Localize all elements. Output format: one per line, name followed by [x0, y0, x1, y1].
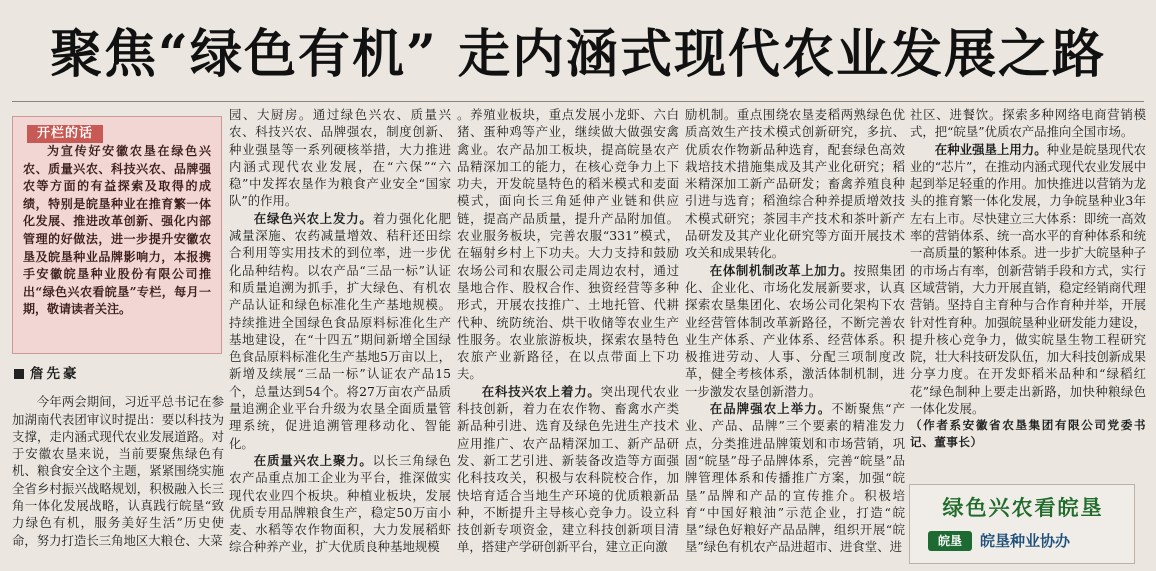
sponsor-logo-box [909, 484, 1135, 564]
body-paragraph: 励机制。重点围绕农垦麦稻两熟绿色优质高效生产技术模式创新研究，多抗、优质农作物新品种选育，配套绿色高效栽培技术措施集成及其产业化研究；稻米精深加工新产品研发；畜禽养殖良种引进与选育；稻渔综合种养提质增效技术模式研究；茶园丰产技术和茶叶新产品研发及其产业化研究等方面开展技术攻关和成果转化。 [685, 107, 905, 261]
section-heading: 在绿色兴农上发力。 [253, 210, 373, 226]
brand-logo-mark: 皖垦 [928, 531, 972, 551]
section-heading: 在品牌强农上举力。 [709, 401, 832, 417]
body-paragraph: 社区、进餐饮。探索多种网络电商营销模式，把“皖垦”优质农产品推向全国市场。 [910, 107, 1146, 140]
body-paragraph: 在品牌强农上举力。不断聚焦“产业、产品、品牌”三个要素的精准发力点，分类推进品牌策划和市场营销，巩固“皖垦”母子品牌体系，完善“皖垦”品牌管理体系和传播推广方案，加强“皖垦”品牌和产品的宣传推介。积极培育“中国好粮油”示范企业，打造“皖垦”绿色好粮好产品品牌，组织开展“皖垦”绿色有机农产品进超市、进食堂、进 [685, 401, 905, 555]
column-intro-box [12, 116, 222, 354]
text-column-1 [12, 106, 224, 567]
section-heading: 在科技兴农上着力。 [481, 383, 601, 399]
sponsor-name: 皖垦种业协办 [980, 532, 1071, 550]
intro-text: 为宣传好安徽农垦在绿色兴农、质量兴农、科技兴农、品牌强农等方面的有益探索及取得的成绩，特别是皖垦种业在推育繁一体化发展、推进改革创新、强化内部管理的好做法，进一步提升安徽农垦及皖垦种业品牌影响力，本报携手安徽皖垦种业股份有限公司推出“绿色兴农看皖垦”专栏，每月一期，敬请读者关注。 [23, 144, 211, 317]
body-paragraph: 在质量兴农上聚力。以长三角绿色农产品重点加工企业为平台，推深做实现代农业四个板块。种植业板块，发展优质专用品牌粮食生产，稳定50万亩小麦、水稻等农作物面积，大力发展稻虾综合种养产业，扩大优质良种基地规模 [229, 452, 451, 555]
byline-square-icon [14, 369, 24, 379]
text-column-3 [457, 106, 679, 567]
text-column-4 [685, 106, 905, 567]
section-heading: 在体制机制改革上加力。 [709, 262, 854, 278]
body-paragraph: 。养殖业板块，重点发展小龙虾、六白猪、蛋种鸡等产业，继续做大做强安禽禽业。农产品加工板块，提高皖垦农产品精深加工的能力，在核心竞争力上下功夫，开发皖垦特色的稻米模式和麦面模式，面向长三角延伸产业链和供应链，提高产品质量，提升产品附加值。农业服务板块，完善农服“331”模式，在辐射乡村上下功夫。大力支持和鼓励农场公司和农服公司走周边农村，通过垦地合作、股权合作、独资经营等多种形式，开展农技推广、土地托管、代耕代种、统防统治、烘干收储等农业生产性服务。农业旅游板块，探索农垦特色农旅产业新路径，在以点带面上下功夫。 [457, 107, 679, 382]
author-signature: （作者系安徽省农垦集团有限公司党委书记、董事长） [910, 418, 1146, 450]
sponsor-slogan: 绿色兴农看皖垦 [942, 495, 1104, 520]
section-heading: 在种业强垦上用力。 [934, 141, 1047, 157]
text-column-2 [229, 106, 451, 567]
headline-divider [12, 101, 1144, 102]
body-paragraph: 园、大厨房。通过绿色兴农、质量兴农、科技兴农、品牌强农，制度创新、种业强垦等一系列硬核举措，大力推进内涵式现代农业发展，在“六保”“六稳”中发挥农垦作为粮食产业安全“国家队”的作用。 [229, 107, 451, 209]
body-paragraph: 在种业强垦上用力。种业是皖垦现代农业的“芯片”，在推动内涵式现代农业发展中起到举足轻重的作用。加快推进以营销为龙头的推育繁一体化发展，力争皖垦种业3年左右上市。尽快建立三大体系：即统一高效率的营销体系、统一高水平的育种体系和统一高质量的繁种体系。进一步扩大皖垦种子的市场占有率，创新营销手段和方式，实行区域营销，大力开展直销，稳定经销商代理营销。坚持自主育种与合作育种并举，开展针对性育种。加强皖垦种业研发能力建设，提升核心竞争力，做实皖垦生物工程研究院，壮大科技研发队伍，加大科技创新成果分享力度。在开发虾稻米品种和“绿稻红花”绿色制种上要走出新路，加快种粮绿色一体化发展。 [910, 141, 1146, 417]
section-heading: 在质量兴农上聚力。 [253, 452, 373, 468]
author-name: 詹先豪 [30, 366, 80, 382]
body-paragraph: 在绿色兴农上发力。着力强化化肥减量深施、农药减量增效、秸秆还田综合利用等实用技术的到位率，进一步优化品种结构。以农产品“三品一标”认证和质量追溯为抓手，扩大绿色、有机农产品认证和绿色标准化生产基地规模。持续推进全国绿色食品原料标准化生产基地建设，在“十四五”期间新增全国绿色食品原料标准化生产基地5万亩以上，新增及续展“三品一标”认证农产品15个，总量达到54个。将27万亩农产品质量追溯企业平台升级为农垦全面质量管理系统，促进追溯管理移动化、智能化。 [229, 210, 451, 451]
headline: 聚焦“绿色有机” 走内涵式现代农业发展之路 [50, 24, 1106, 85]
body-paragraph: 在体制机制改革上加力。按照集团化、企业化、市场化发展新要求，认真探索农垦集团化、农场公司化架构下农业经营管体制改革新路径，不断完善农业生产体系、产业体系、经营体系。积极推进劳动、人事、分配三项制度改革，健全考核体系，激活体制机制，进一步激发农垦创新潜力。 [685, 262, 905, 399]
author-byline [14, 366, 224, 383]
intro-tag: 开栏的话 [27, 125, 103, 143]
body-paragraph: 今年两会期间，习近平总书记在参加湖南代表团审议时提出：要以科技为支撑，走内涵式现代农业发展道路。对于安徽农垦来说，当前要聚焦绿色有机、粮食安全这个主题，紧紧围绕实施全省乡村振兴战略规划，积极融入长三角一体化发展战略，认真践行皖垦“致力绿色有机，服务美好生活”历史使命，努力打造长三角地区大粮仓、大菜 [12, 394, 224, 548]
body-paragraph: 在科技兴农上着力。突出现代农业科技创新，着力在农作物、畜禽水产类新品种引进、选育及绿色先进生产技术应用推广、农产品精深加工、新产品研发、新工艺引进、新装备改造等方面强化科技攻关，积极与农科院校合作，加快培育适合当地生产环境的优质粮新品种，不断提升主导核心竞争力。设立科技创新专项资金，建立科技创新项目清单，搭建产学研创新平台，建立正向激 [457, 383, 679, 555]
